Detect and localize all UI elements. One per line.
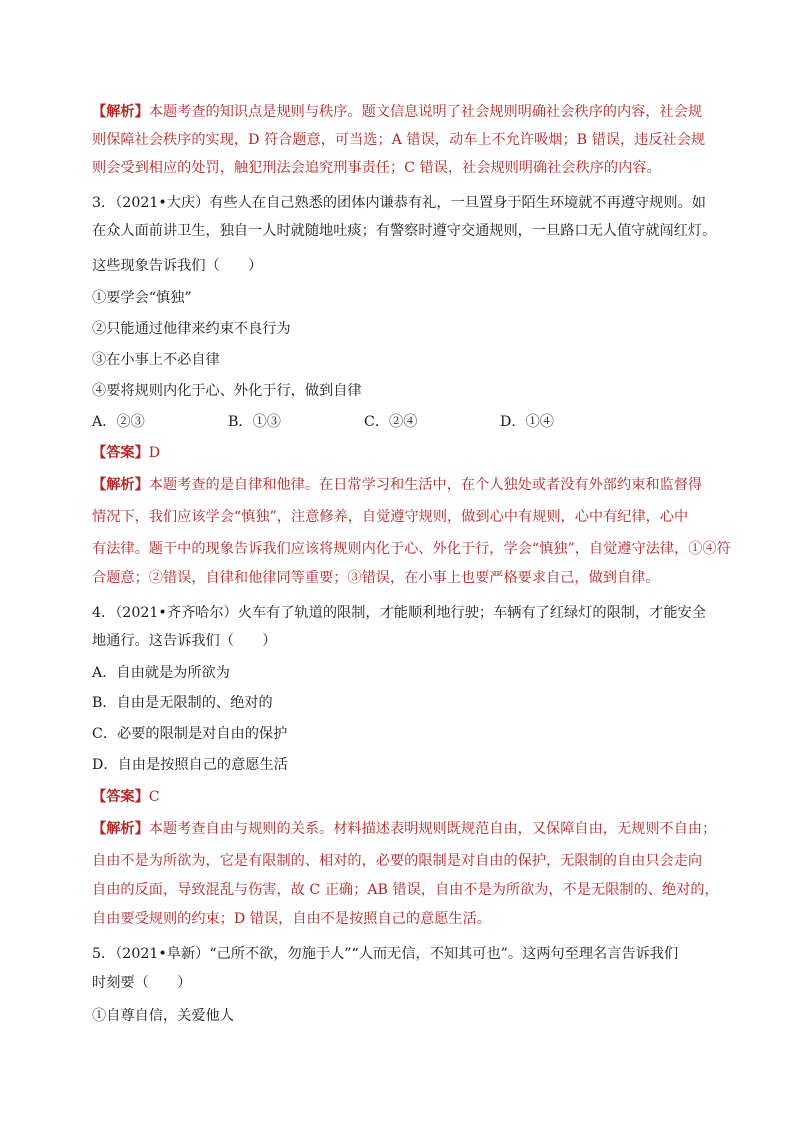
q3-options (92, 409, 704, 437)
q3-stem-line-2: 在众人面前讲卫生，独自一人时就随地吐痰；有警察时遵守交通规则，一旦路口无人值守就闯红灯。 (92, 223, 717, 239)
q4-option-b: B．自由是无限制的、绝对的 (92, 695, 273, 711)
q4-option-d: D．自由是按照自己的意愿生活 (92, 757, 288, 773)
q4-analysis-line-3: 自由的反面，导致混乱与伤害，故 C 正确；AB 错误，自由不是为所欲为，不是无限制的、绝对的， (92, 882, 719, 898)
analysis-label: 【解析】 (92, 104, 149, 120)
q3-option-d: D．①④ (500, 414, 554, 430)
q4-analysis-line-4: 自由要受规则的约束；D 错误，自由不是按照自己的意愿生活。 (92, 911, 491, 927)
q4-analysis-line-1: 【解析】本题考查自由与规则的关系。材料描述表明规则既规范自由，又保障自由，无规则不自由； (92, 821, 717, 837)
q2-analysis-line-1: 【解析】本题考查的知识点是规则与秩序。题文信息说明了社会规则明确社会秩序的内容，社会规 (92, 104, 703, 120)
q3-answer (92, 440, 704, 468)
answer-label: 【答案】 (92, 789, 149, 805)
q3-analysis-line-4: 合题意；②错误，自律和他律同等重要；③错误，在小事上也要严格要求自己，做到自律。 (92, 570, 660, 586)
q3-item-3: ③在小事上不必自律 (92, 352, 220, 368)
analysis-label: 【解析】 (92, 821, 149, 837)
q3-stem-line-1: 3．（2021•大庆）有些人在自己熟悉的团体内谦恭有礼，一旦置身于陌生环境就不再遵守规则。如 (92, 195, 706, 211)
analysis-label: 【解析】 (92, 477, 149, 493)
q2-analysis-line-3: 则会受到相应的处罚，触犯刑法会追究刑事责任；C 错误，社会规则明确社会秩序的内容。 (92, 160, 661, 176)
q3-analysis-line-3: 有法律。题干中的现象告诉我们应该将规则内化于心、外化于行，学会“慎独”，自觉遵守法律，①④符 (92, 541, 731, 557)
q3-stem-line-3: 这些现象告诉我们（ ） (92, 258, 263, 274)
q3-answer-value: D (148, 445, 161, 461)
q3-option-c: C．②④ (364, 414, 418, 430)
q2-analysis-line-2: 则保障社会秩序的实现，D 符合题意，可当选；A 错误，动车上不允许吸烟；B 错误，违反社会规 (92, 132, 706, 148)
answer-label: 【答案】 (92, 445, 149, 461)
q4-option-a: A．自由就是为所欲为 (92, 665, 230, 681)
q3-item-1: ①要学会“慎独” (92, 290, 192, 306)
q3-option-b: B．①③ (228, 414, 281, 430)
q4-stem-line-1: 4．（2021•齐齐哈尔）火车有了轨道的限制，才能顺利地行驶；车辆有了红绿灯的限制，才能安全 (92, 605, 706, 621)
q4-stem-line-2: 地通行。这告诉我们（ ） (92, 633, 277, 649)
q3-item-4: ④要将规则内化于心、外化于行，做到自律 (92, 383, 362, 399)
q4-answer-value: C (148, 789, 160, 805)
q3-item-2: ②只能通过他律来约束不良行为 (92, 321, 291, 337)
q5-stem-line-1: 5．（2021•阜新）“己所不欲，勿施于人”“人而无信，不知其可也”。这两句至理名言告诉我们 (92, 946, 679, 962)
q3-analysis-line-1: 【解析】本题考查的是自律和他律。在日常学习和生活中，在个人独处或者没有外部约束和监督得 (92, 477, 703, 493)
q4-option-c: C．必要的限制是对自由的保护 (92, 726, 288, 742)
q3-option-a: A．②③ (92, 414, 145, 430)
q4-analysis-line-2: 自由不是为所欲为，它是有限制的、相对的，必要的限制是对自由的保护，无限制的自由只会走向 (92, 853, 703, 869)
q4-answer (92, 784, 704, 812)
q3-analysis-line-2: 情况下，我们应该学会“慎独”，注意修养，自觉遵守规则，做到心中有规则，心中有纪律，心中 (92, 509, 689, 525)
q5-item-1: ①自尊自信，关爱他人 (92, 1008, 234, 1024)
q5-stem-line-2: 时刻要（ ） (92, 975, 192, 991)
